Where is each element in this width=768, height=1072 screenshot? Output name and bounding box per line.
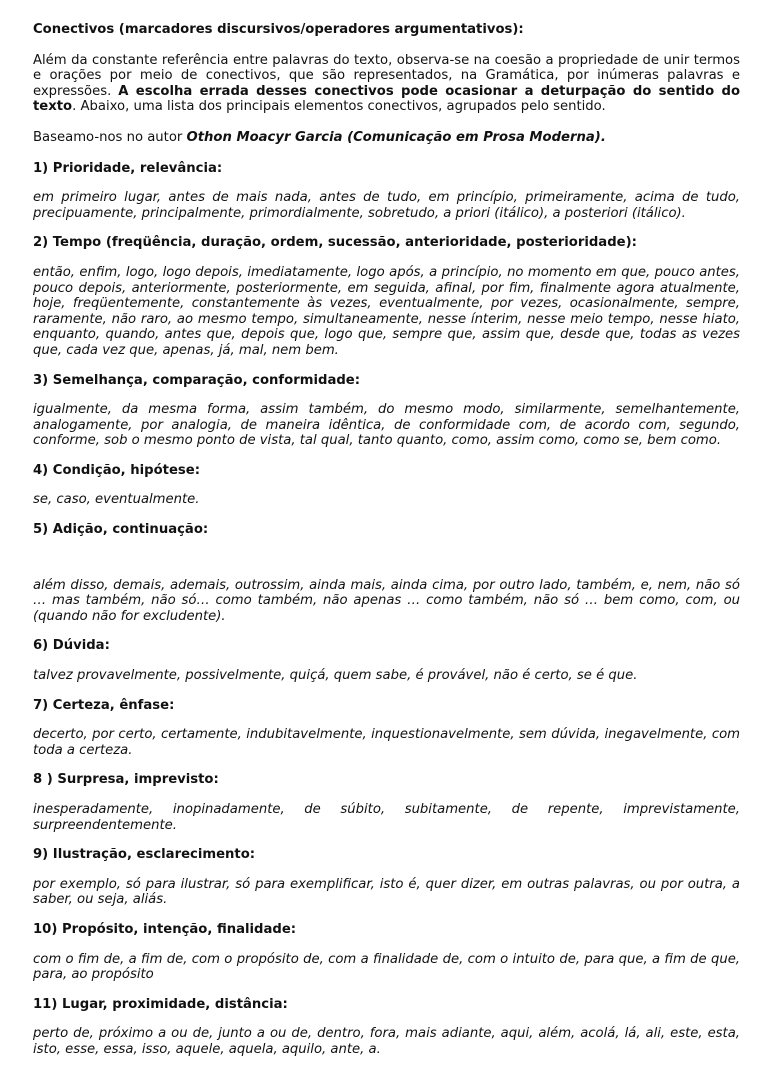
author-name: Othon Moacyr Garcia (Comunicação em Prosa Moderna). (186, 129, 606, 145)
section-heading: 11) Lugar, proximidade, distância: (33, 996, 288, 1012)
section-heading: 6) Dúvida: (33, 638, 110, 654)
section-heading: 1) Prioridade, relevância: (33, 160, 223, 176)
section-body: talvez provavelmente, possivelmente, quiçá, quem sabe, é provável, não é certo, se é que. (33, 668, 638, 684)
section-body: igualmente, da mesma forma, assim também, do mesmo modo, similarmente, semelhantemente, analogamente, por analogia, de maneira idêntica, de conformidade com, de acordo com, segundo, conforme, sob o mesmo ponto de vista, tal qual, tanto quanto, como, assim como, como se, bem como. (33, 402, 740, 449)
author-line (33, 130, 740, 146)
section-heading: 2) Tempo (freqüência, duração, ordem, sucessão, anterioridade, posterioridade): (33, 235, 637, 251)
intro-paragraph (33, 53, 740, 115)
section-body: por exemplo, só para ilustrar, só para exemplificar, isto é, quer dizer, em outras palavras, ou por outra, a saber, ou seja, aliás. (33, 876, 740, 908)
section-heading: 7) Certeza, ênfase: (33, 697, 175, 713)
section-heading: 3) Semelhança, comparação, conformidade: (33, 372, 360, 388)
section-heading: 8 ) Surpresa, imprevisto: (33, 772, 219, 788)
section-heading: 10) Propósito, intenção, finalidade: (33, 921, 297, 937)
section-body: se, caso, eventualmente. (33, 492, 200, 508)
intro-text-2: . Abaixo, uma lista dos principais elementos conectivos, agrupados pelo sentido. (72, 99, 606, 115)
intro-text-1: Além da constante referência entre palavras do texto, observa-se na coesão a propriedade de unir termos e orações por meio de conectivos, que são representados, na Gramática, por inúmeras palavras e expressões. (33, 52, 740, 99)
section-body: perto de, próximo a ou de, junto a ou de, dentro, fora, mais adiante, aqui, além, acolá, lá, ali, este, esta, isto, esse, essa, isso, aquele, aquela, aquilo, ante, a. (33, 1026, 740, 1057)
section-body: decerto, por certo, certamente, indubitavelmente, inquestionavelmente, sem dúvida, inegavelmente, com toda a certeza. (33, 727, 740, 758)
document-page (33, 22, 740, 1072)
section-heading: 4) Condição, hipótese: (33, 462, 200, 478)
section-body: inesperadamente, inopinadamente, de súbito, subitamente, de repente, imprevistamente, surpreendentemente. (33, 802, 740, 833)
section-body: então, enfim, logo, logo depois, imediatamente, logo após, a princípio, no momento em que, pouco antes, pouco depois, anteriormente, posteriormente, em seguida, afinal, por fim, finalmente agora atualmente, hoje, freqüentemente, constantemente às vezes, eventualmente, por vezes, ocasionalmente, sempre, raramente, não raro, ao mesmo tempo, simultaneamente, nesse ínterim, nesse meio tempo, nesse hiato, enquanto, quando, antes que, depois que, logo que, sempre que, assim que, desde que, todas as vezes que, cada vez que, apenas, já, mal, nem bem. (33, 264, 740, 358)
section-body: além disso, demais, ademais, outrossim, ainda mais, ainda cima, por outro lado, também, e, nem, não só … mas também, não só… como também, não apenas … como também, não só … bem como, com, ou (quando não for excludente). (33, 577, 740, 624)
document-title: Conectivos (marcadores discursivos/operadores argumentativos): (33, 22, 524, 37)
section-body: em primeiro lugar, antes de mais nada, antes de tudo, em princípio, primeiramente, acima de tudo, precipuamente, principalmente, primordialmente, sobretudo, a priori (itálico), a posteriori (itálico). (33, 190, 740, 221)
section-heading: 5) Adição, continuação: (33, 522, 209, 538)
section-heading: 9) Ilustração, esclarecimento: (33, 847, 256, 863)
intro-bold-text: A escolha errada desses conectivos pode ocasionar a deturpação do sentido do texto (33, 83, 741, 115)
section-body: com o fim de, a fim de, com o propósito de, com a finalidade de, com o intuito de, para que, a fim de que, para, ao propósito (33, 951, 740, 983)
author-prefix: Baseamo-nos no autor (33, 129, 187, 145)
